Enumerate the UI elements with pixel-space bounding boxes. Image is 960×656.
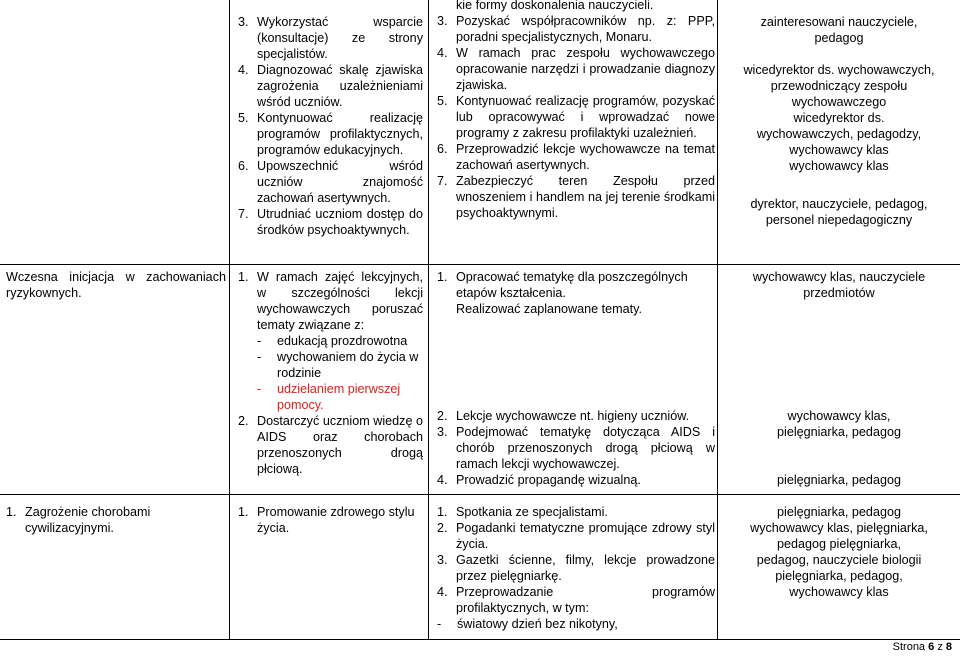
list-item: 5. Kontynuować realizację programów, pozyskać lub opracowywać i wprowadzać nowe programy z zakresu profilaktyki uzależnień. [437,94,715,140]
list-item: 6. Przeprowadzić lekcje wychowawcze na temat zachowań asertywnych. [437,142,715,172]
row2-col1-problem: Wczesna inicjacja w zachowaniach ryzykownych. [6,270,226,300]
list-item: 3. Wykorzystać wsparcie (konsultacje) ze strony specjalistów. [238,15,423,61]
list-item: 2. Pogadanki tematyczne promujące zdrowy styl życia. [437,521,715,551]
table-bottom-border [0,639,960,640]
column-divider-2 [428,0,429,640]
list-item: 2. Dostarczyć uczniom wiedzę o AIDS oraz chorobach przenoszonych drogą płciową. [238,414,423,476]
page-current: 6 [928,641,935,653]
responsible-3: wicedyrektor ds. wychowawczych, pedagodzy, wychowawcy klas [756,111,922,157]
responsible-5: dyrektor, nauczyciele, pedagog, personel niepedagogiczny [750,197,928,227]
page-total: 8 [945,641,952,653]
list-item: 4. Diagnozować skalę zjawiska zagrożenia uzależnieniami wśród uczniów. [238,63,423,109]
list-item: 3. Pozyskać współpracowników np. z: PPP, poradni specjalistycznych, Monaru. [437,14,715,44]
column-divider-1 [229,0,230,640]
list-item: 1. Zagrożenie chorobami cywilizacyjnymi. [6,505,151,535]
row2-col4-responsible-c [722,472,956,488]
sub-item: - wychowaniem do życia w rodzinie [257,350,419,380]
list-item: 1. Opracować tematykę dla poszczególnych etapów kształcenia. [437,270,688,300]
row1-col3-methods [437,0,715,221]
list-item: 4. Przeprowadzanie programów profilaktycznych, w tym: [437,585,715,615]
list-item: 2. Lekcje wychowawcze nt. higieny uczniów. [437,409,690,423]
sub-item: - światowy dzień bez nikotyny, [437,617,618,631]
row-divider-1 [0,264,960,265]
list-item: 3. Gazetki ścienne, filmy, lekcje prowadzone przez pielęgniarkę. [437,553,715,583]
sub-item: - udzielaniem pierwszej pomocy. [257,382,401,412]
row2-col3-methods-b [437,408,715,488]
row3-col2-tasks [238,504,423,536]
responsible-1: zainteresowani nauczyciele, pedagog [760,15,918,45]
row1-col2-tasks [238,14,423,238]
list-item: 4. Prowadzić propagandę wizualną. [437,473,641,487]
list-item: 5. Kontynuować realizację programów profilaktycznych, programów edukacyjnych. [238,111,423,157]
responsible-2: wychowawcy klas, pielęgniarka, pedagog [777,409,901,439]
row3-col4-responsible: pielęgniarka, pedagog wychowawcy klas, pielęgniarka, pedagog pielęgniarka, pedagog, nauczyciele biologii pielęgniarka, pedagog, wychowawcy klas [750,505,928,599]
list-item: 7. Utrudniać uczniom dostęp do środków psychoaktywnych. [238,207,423,237]
responsible-2: wicedyrektor ds. wychowawczych, przewodniczący zespołu wychowawczego [743,63,935,109]
list-item: 4. W ramach prac zespołu wychowawczego opracowanie narzędzi i prowadzanie diagnozy zjawiska. [437,46,715,92]
continuation-text: kie formy doskonalenia nauczycieli. [456,0,654,12]
row3-col3-methods [437,504,715,632]
row2-col2-tasks [238,269,423,477]
list-item: 6. Upowszechnić wśród uczniów znajomość zachowań asertywnych. [238,159,423,205]
list-item: 1. W ramach zajęć lekcyjnych, w szczególności lekcji wychowawczych poruszać tematy związane z: - edukacją prozdrowotna - wychowaniem do życia w rodzinie - udzielaniem pierwszej pomocy. [238,270,423,412]
row2-col4-responsible-b [722,408,956,440]
list-item: Realizować zaplanowane tematy. [456,302,642,316]
row3-col1-problem [6,504,226,536]
row-divider-2 [0,494,960,495]
row2-col4-responsible [722,269,956,301]
list-item: 1. Promowanie zdrowego stylu życia. [238,505,415,535]
responsible-4: wychowawcy klas [789,159,889,173]
row2-col3-methods-a [437,269,715,317]
list-item: 1. Spotkania ze specjalistami. [437,505,608,519]
page-indicator: Strona 6 z 8 [892,641,952,653]
column-divider-3 [717,0,718,640]
list-item: 3. Podejmować tematykę dotycząca AIDS i chorób przenoszonych drogą płciową w ramach lekcji wychowawczej. [437,425,715,471]
row1-col4-responsible [722,14,956,228]
responsible-1: wychowawcy klas, nauczyciele przedmiotów [752,270,926,300]
responsible-3: pielęgniarka, pedagog [777,473,901,487]
sub-item: - edukacją prozdrowotna [257,334,408,348]
list-item: 7. Zabezpieczyć teren Zespołu przed wnoszeniem i handlem na jej terenie środkami psychoaktywnymi. [437,174,715,220]
